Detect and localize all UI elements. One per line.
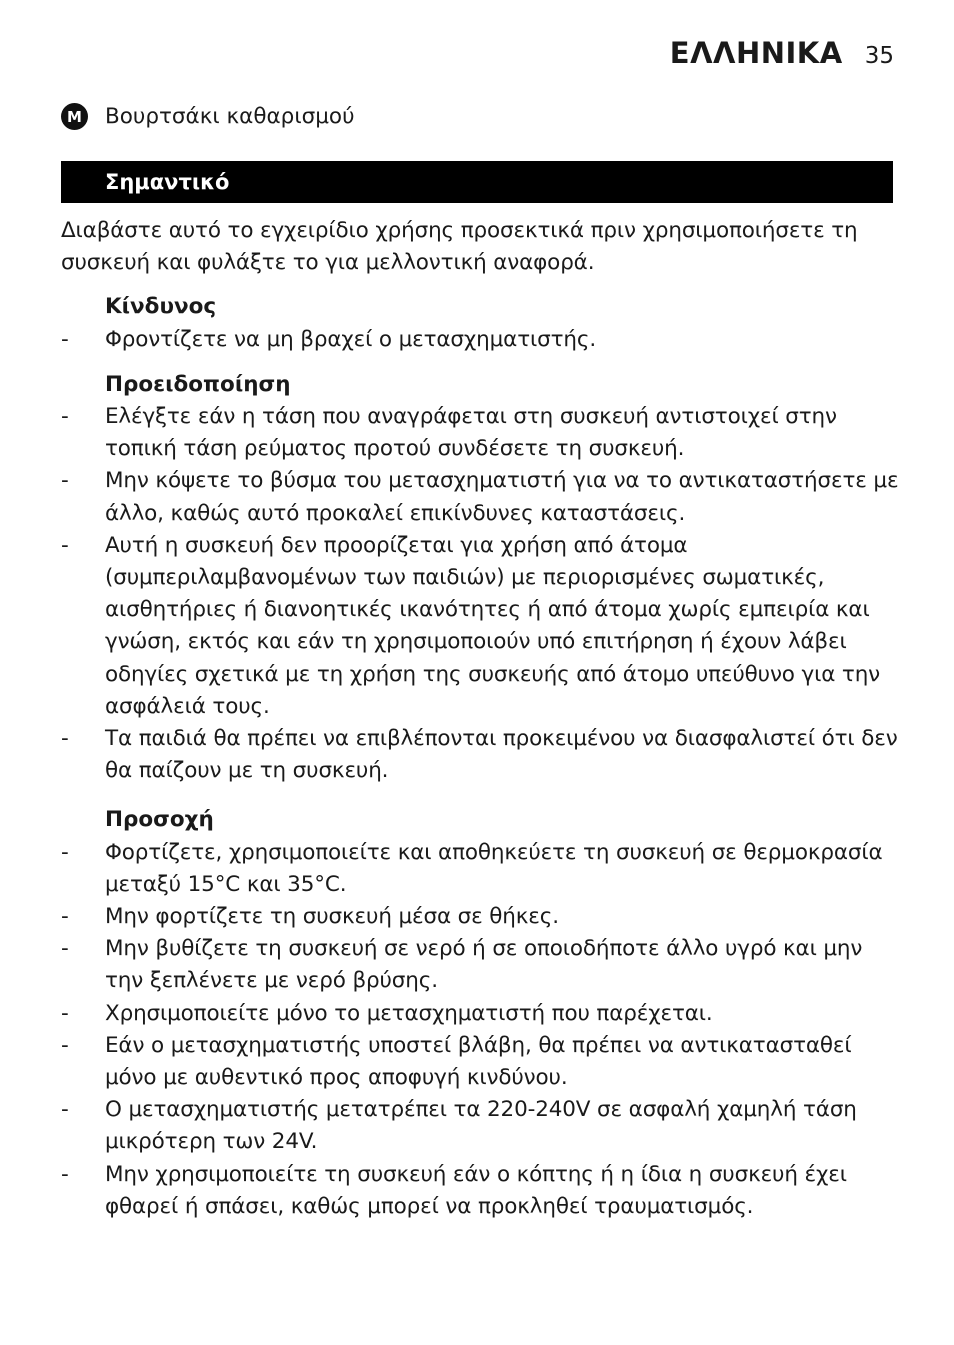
list-item [61, 1094, 901, 1158]
list-item-text: Αυτή η συσκευή δεν προορίζεται για χρήση από άτομα (συμπεριλαμβανομένων των παιδιών) με περιορισμένες σωματικές, αισθητήριες ή διανοητικές ικανότητες ή από άτομα χωρίς εμπειρία και γνώση, εκτός και εάν τη χρησιμοποιούν υπό επιτήρηση ή έχουν λάβει οδηγίες σχετικά με τη χρήση της συσκευής από άτομο υπεύθυνο για την ασφάλειά τους. [105, 532, 881, 719]
bullet-dash: - [61, 839, 69, 865]
list-item-text: Φορτίζετε, χρησιμοποιείτε και αποθηκεύετε τη συσκευή σε θερμοκρασία μεταξύ 15°C και 35°C. [105, 839, 883, 897]
list-item-text: Φροντίζετε να μη βραχεί ο μετασχηματιστής. [105, 326, 597, 352]
list-item-text: Εάν ο μετασχηματιστής υποστεί βλάβη, θα πρέπει να αντικατασταθεί μόνο με αυθεντικό προς αποφυγή κινδύνου. [105, 1032, 852, 1091]
list-item-text: Μην κόψετε το βύσμα του μετασχηματιστή για να το αντικαταστήσετε με άλλο, καθώς αυτό προκαλεί επικίνδυνες καταστάσεις. [105, 468, 899, 526]
list-item-text: Τα παιδιά θα πρέπει να επιβλέπονται προκειμένου να διασφαλιστεί ότι δεν θα παίζουν με τη συσκευή. [105, 726, 898, 784]
list-item [61, 324, 901, 356]
list-item [61, 837, 901, 901]
page-number: 35 [864, 43, 894, 69]
bullet-dash: - [61, 326, 69, 352]
bullet-dash: - [61, 1097, 69, 1123]
danger-list [61, 324, 901, 356]
part-m-badge-icon: M [61, 103, 88, 130]
list-item [61, 998, 901, 1030]
bullet-dash: - [61, 404, 69, 430]
danger-heading: Κίνδυνος [105, 294, 217, 320]
list-item-text: Μην χρησιμοποιείτε τη συσκευή εάν ο κόπτης ή η ίδια η συσκευή έχει φθαρεί ή σπάσει, καθώς μπορεί να προκληθεί τραυματισμός. [105, 1161, 847, 1219]
list-item-text: Ο μετασχηματιστής μετατρέπει τα 220-240V σε ασφαλή χαμηλή τάση μικρότερη των 24V. [105, 1097, 857, 1155]
part-m-label: Βουρτσάκι καθαρισμού [105, 104, 355, 129]
bullet-dash: - [61, 936, 69, 962]
bullet-dash: - [61, 532, 69, 558]
page-header [670, 36, 894, 70]
list-item-text: Ελέγξτε εάν η τάση που αναγράφεται στη συσκευή αντιστοιχεί στην τοπική τάση ρεύματος προτού συνδέσετε τη συσκευή. [105, 404, 837, 462]
list-item [61, 933, 901, 997]
warning-list [61, 401, 901, 787]
language-title: ΕΛΛΗΝΙΚΑ [669, 36, 843, 70]
list-item-text: Μην βυθίζετε τη συσκευή σε νερό ή σε οποιοδήποτε άλλο υγρό και μην την ξεπλένετε με νερό βρύσης. [105, 936, 863, 994]
warning-heading: Προειδοποίηση [105, 371, 291, 397]
bullet-dash: - [61, 726, 69, 752]
caution-list [61, 837, 901, 1223]
list-item [61, 723, 901, 787]
intro-paragraph: Διαβάστε αυτό το εγχειρίδιο χρήσης προσεκτικά πριν χρησιμοποιήσετε τη συσκευή και φυλάξτε το για μελλοντική αναφορά. [61, 218, 858, 276]
caution-heading: Προσοχή [105, 807, 214, 833]
list-item [61, 901, 901, 933]
list-item [61, 530, 901, 723]
bullet-dash: - [61, 1032, 69, 1058]
important-banner: Σημαντικό [61, 161, 893, 203]
bullet-dash: - [61, 904, 69, 930]
list-item-text: Μην φορτίζετε τη συσκευή μέσα σε θήκες. [105, 904, 559, 930]
list-item [61, 401, 901, 465]
part-m-line [61, 103, 355, 130]
main-content [61, 215, 901, 1223]
bullet-dash: - [61, 1000, 69, 1026]
list-item [61, 1030, 901, 1094]
bullet-dash: - [61, 1161, 69, 1187]
list-item-text: Χρησιμοποιείτε μόνο το μετασχηματιστή που παρέχεται. [105, 1000, 713, 1026]
list-item [61, 465, 901, 529]
bullet-dash: - [61, 468, 69, 494]
list-item [61, 1159, 901, 1223]
